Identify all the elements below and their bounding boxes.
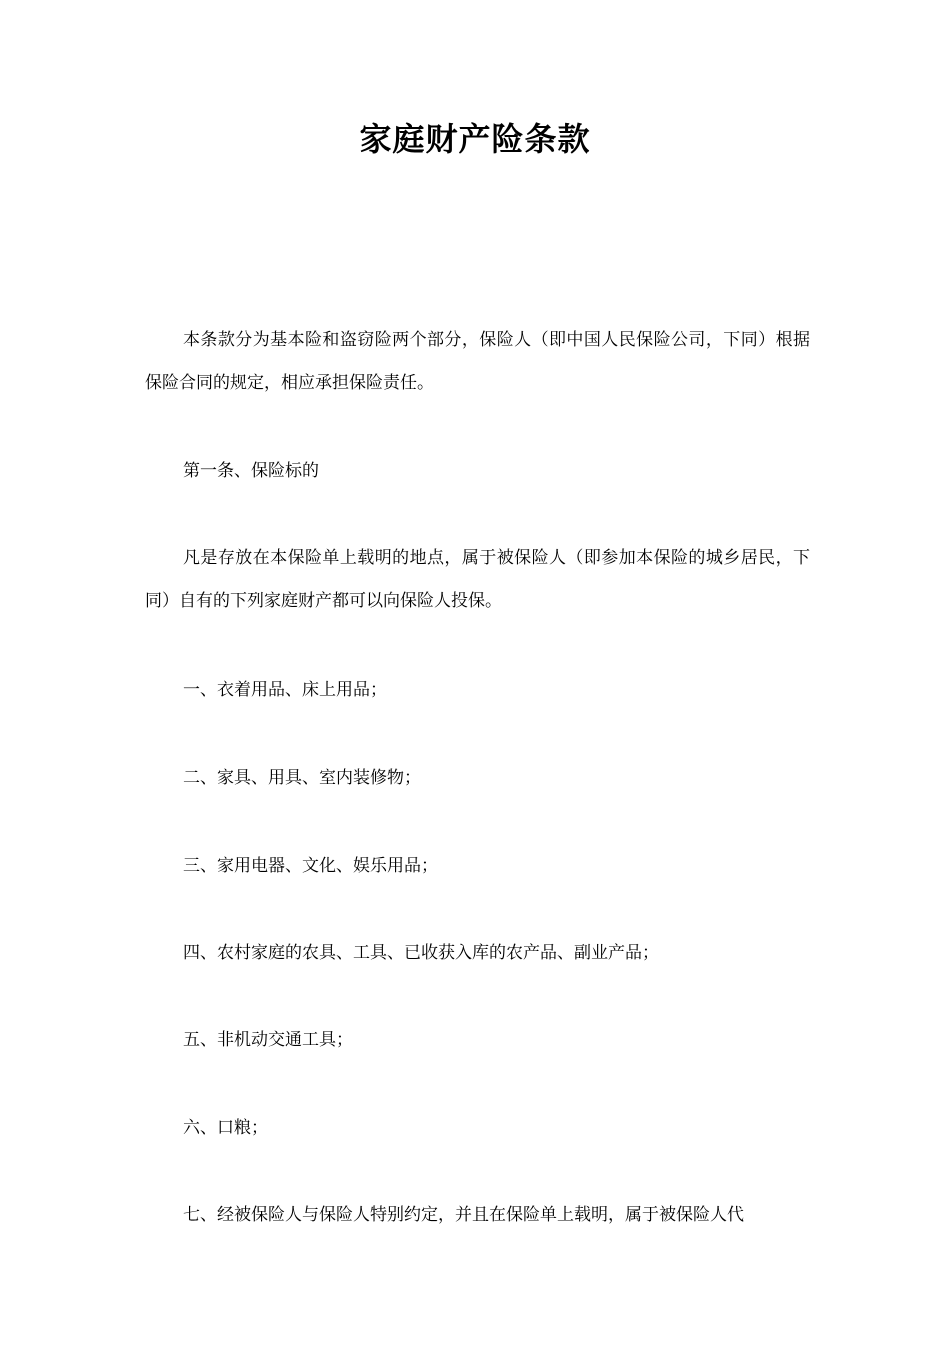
list-item: 五、非机动交通工具；: [183, 1030, 353, 1050]
list-item: 一、衣着用品、床上用品；: [183, 680, 387, 700]
document-title: 家庭财产险条款: [359, 120, 591, 158]
list-item: 六、口粮；: [183, 1118, 268, 1138]
article-heading: 第一条、保险标的: [183, 461, 319, 481]
list-item: 四、农村家庭的农具、工具、已收获入库的农产品、副业产品；: [183, 943, 659, 963]
list-item: 三、家用电器、文化、娱乐用品；: [183, 856, 438, 876]
list-item: 七、经被保险人与保险人特别约定，并且在保险单上载明，属于被保险人代: [183, 1205, 744, 1225]
subject-paragraph: 凡是存放在本保险单上载明的地点，属于被保险人（即参加本保险的城乡居民，下同）自有的下列家庭财产都可以向保险人投保。: [145, 548, 810, 611]
list-item: 二、家具、用具、室内装修物；: [183, 768, 421, 788]
intro-paragraph: 本条款分为基本险和盗窃险两个部分，保险人（即中国人民保险公司，下同）根据保险合同的规定，相应承担保险责任。: [145, 330, 810, 393]
